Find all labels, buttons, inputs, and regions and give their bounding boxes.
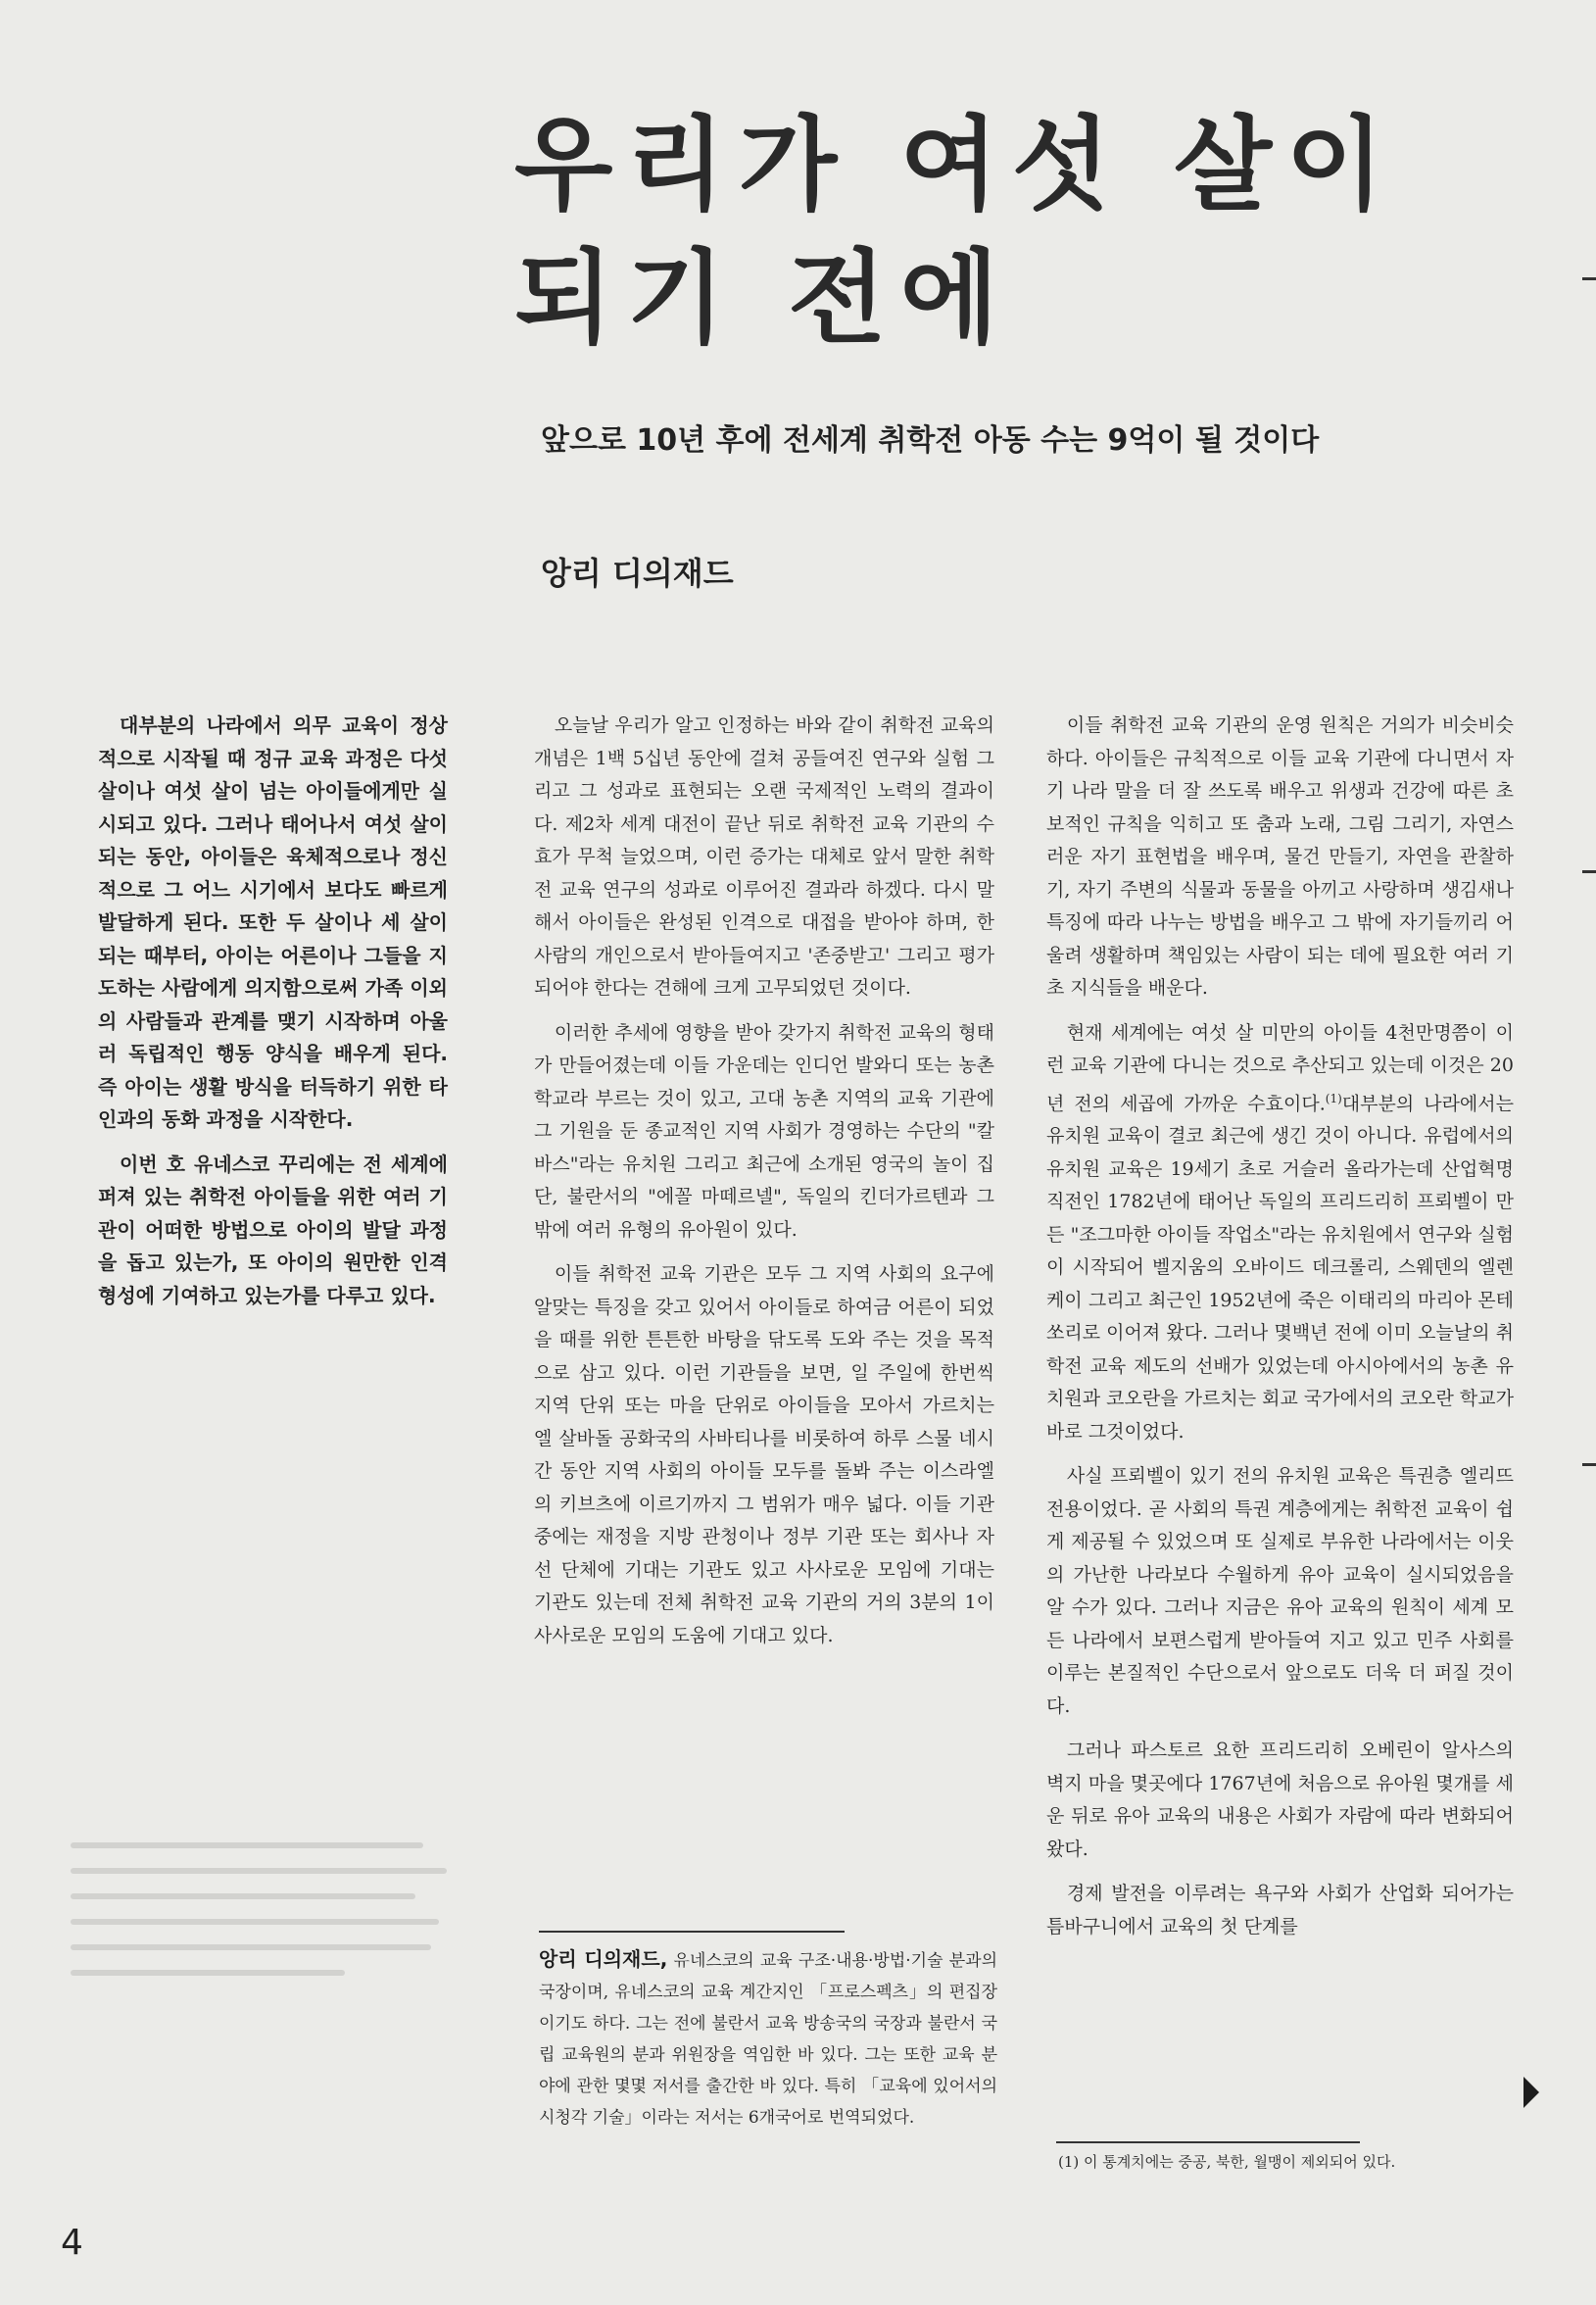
intro-column xyxy=(98,710,448,1324)
body-column-2 xyxy=(534,710,994,1664)
body-column-3 xyxy=(1046,710,1514,1955)
body-paragraph: 오늘날 우리가 알고 인정하는 바와 같이 취학전 교육의 개념은 1백 5십년 동안에 걸쳐 공들여진 연구와 실험 그리고 그 성과로 표현되는 오랜 국제적인 노력의 결과이다. 제2차 세계 대전이 끝난 뒤로 취학전 교육 기관의 수효가 무척 늘었으며, 이런 증가는 대체로 앞서 말한 취학전 교육 연구의 성과로 이루어진 결과라 하겠다. 다시 말해서 아이들은 완성된 인격으로 대접을 받아야 하며, 한 사람의 개인으로서 받아들여지고 '존중받고' 그리고 평가되어야 한다는 견해에 크게 고무되었던 것이다. xyxy=(534,714,994,999)
body-paragraph: 이들 취학전 교육 기관의 운영 원칙은 거의가 비슷비슷하다. 아이들은 규칙적으로 이들 교육 기관에 다니면서 자기 나라 말을 더 잘 쓰도록 배우고 위생과 건강에 따른 초보적인 규칙을 익히고 또 춤과 노래, 그림 그리기, 자연스러운 자기 표현법을 배우며, 물건 만들기, 자연을 관찰하기, 자기 주변의 식물과 동물을 아끼고 사랑하며 생김새나 특징에 따라 나누는 방법을 배우고 그 밖에 자기들끼리 어울려 생활하며 책임있는 사람이 되는 데에 필요한 여러 기초 지식들을 배운다. xyxy=(1046,714,1514,999)
edge-mark xyxy=(1582,870,1596,873)
article-author: 앙리 디의재드 xyxy=(541,555,734,592)
title-line-1: 우리가 여섯 살이 xyxy=(514,105,1398,224)
author-bio xyxy=(539,1943,997,2133)
intro-paragraph: 이번 호 유네스코 꾸리에는 전 세계에 퍼져 있는 취학전 아이들을 위한 여러 기관이 어떠한 방법으로 아이의 발달 과정을 돕고 있는가, 또 아이의 원만한 인격 형성에 기여하고 있는가를 다루고 있다. xyxy=(98,1152,448,1307)
body-paragraph xyxy=(1046,1017,1514,1449)
body-paragraph: 이들 취학전 교육 기관은 모두 그 지역 사회의 요구에 알맞는 특징을 갖고 있어서 아이들로 하여금 어른이 되었을 때를 위한 튼튼한 바탕을 닦도록 도와 주는 것을 목적으로 삼고 있다. 이런 기관들을 보면, 일 주일에 한번씩 지역 단위 또는 마을 단위로 아이들을 모아서 가르치는 엘 살바돌 공화국의 사바티나를 비롯하여 하루 스물 네시간 동안 지역 사회의 아이들 모두를 돌봐 주는 이스라엘의 키브츠에 이르기까지 그 범위가 매우 넓다. 이들 기관 중에는 재정을 지방 관청이나 정부 기관 또는 회사나 자선 단체에 기대는 기관도 있고 사사로운 모임에 기대는 기관도 있는데 전체 취학전 교육 기관의 거의 3분의 1이 사사로운 모임의 도움에 기대고 있다. xyxy=(534,1263,994,1646)
bio-divider xyxy=(539,1931,845,1933)
body-paragraph: 경제 발전을 이루려는 욕구와 사회가 산업화 되어가는 틈바구니에서 교육의 첫 단계를 xyxy=(1046,1883,1514,1937)
edge-mark xyxy=(1582,277,1596,280)
body-text: 현재 세계에는 여섯 살 미만의 아이들 4천만명쯤이 이런 교육 기관에 다니는 것으로 추산되고 있는데 이것은 20년 전의 세곱에 가까운 수효이다. xyxy=(1046,1021,1514,1114)
bio-text: 유네스코의 교육 구조·내용·방법·기술 분과의 국장이며, 유네스코의 교육 계간지인 「프로스펙츠」의 편집장이기도 하다. 그는 전에 불란서 교육 방송국의 국장과 불란서 국립 교육원의 분과 위원장을 역임한 바 있다. 그는 또한 교육 분야에 관한 몇몇 저서를 출간한 바 있다. 특히 「교육에 있어서의 시청각 기술」이라는 저서는 6개국어로 번역되었다. xyxy=(539,1951,997,2128)
title-line-2: 되기 전에 xyxy=(514,238,1013,358)
body-paragraph: 사실 프뢰벨이 있기 전의 유치원 교육은 특권층 엘리뜨 전용이었다. 곧 사회의 특권 계층에게는 취학전 교육이 쉽게 제공될 수 있었으며 또 실제로 부유한 나라에서는 이웃의 가난한 나라보다 수월하게 유아 교육이 실시되었음을 알 수가 있다. 그러나 지금은 유아 교육의 원칙이 세계 모든 나라에서 보편스럽게 받아들여 지고 있고 민주 사회를 이루는 본질적인 수단으로서 앞으로도 더욱 더 퍼질 것이다. xyxy=(1046,1465,1514,1717)
article-title xyxy=(514,98,1514,365)
bio-name: 앙리 디의재드, xyxy=(539,1947,668,1971)
body-text: 대부분의 나라에서는 유치원 교육이 결코 최근에 생긴 것이 아니다. 유럽에서의 유치원 교육은 19세기 초로 거슬러 올라가는데 산업혁명 직전인 1782년에 태어난 독일의 프리드리히 프뢰벨이 만든 "조그마한 아이들 작업소"라는 유치원에서 연구와 실험이 시작되어 벨지움의 오바이드 데크롤리, 스웨덴의 엘렌 케이 그리고 최근인 1952년에 죽은 이태리의 마리아 몬테쏘리로 이어져 왔다. 그러나 몇백년 전에 이미 오늘날의 취학전 교육 제도의 선배가 있었는데 아시아에서의 농촌 유치원과 코오란을 가르치는 회교 국가에서의 코오란 학교가 바로 그것이었다. xyxy=(1046,1092,1514,1443)
intro-paragraph: 대부분의 나라에서 의무 교육이 정상적으로 시작될 때 정규 교육 과정은 다섯 살이나 여섯 살이 넘는 아이들에게만 실시되고 있다. 그러나 태어나서 여섯 살이 되는 동안, 아이들은 육체적으로나 정신적으로 그 어느 시기에서 보다도 빠르게 발달하게 된다. 또한 두 살이나 세 살이 되는 때부터, 아이는 어른이나 그들을 지도하는 사람에게 의지함으로써 가족 이외의 사람들과 관계를 맺기 시작하며 아울러 독립적인 행동 양식을 배우게 된다. 즉 아이는 생활 방식을 터득하기 위한 타인과의 동화 과정을 시작한다. xyxy=(98,713,448,1131)
footnote-divider xyxy=(1056,2141,1360,2143)
article-subtitle: 앞으로 10년 후에 전세계 취학전 아동 수는 9억이 될 것이다 xyxy=(541,423,1320,458)
body-paragraph: 그러나 파스토르 요한 프리드리히 오베린이 알사스의 벽지 마을 몇곳에다 1767년에 처음으로 유아원 몇개를 세운 뒤로 유아 교육의 내용은 사회가 자람에 따라 변화되어 왔다. xyxy=(1046,1740,1514,1860)
continue-arrow-icon xyxy=(1522,2073,1541,2112)
body-paragraph: 이러한 추세에 영향을 받아 갖가지 취학전 교육의 형태가 만들어졌는데 이들 가운데는 인디언 발와디 또는 농촌 학교라 부르는 것이 있고, 고대 농촌 지역의 교육 기관에 그 기원을 둔 종교적인 지역 사회가 경영하는 수단의 "칼바스"라는 유치원 그리고 최근에 소개된 영국의 놀이 집단, 불란서의 "에꼴 마떼르넬", 독일의 킨더가르텐과 그 밖에 여러 유형의 유아원이 있다. xyxy=(534,1021,994,1241)
edge-mark xyxy=(1582,1463,1596,1466)
footnote-marker: (1) xyxy=(1325,1091,1342,1105)
footnote: (1) 이 통계치에는 중공, 북한, 월맹이 제외되어 있다. xyxy=(1058,2153,1396,2171)
page-number: 4 xyxy=(61,2223,83,2263)
bleed-through-text xyxy=(71,1842,462,1995)
